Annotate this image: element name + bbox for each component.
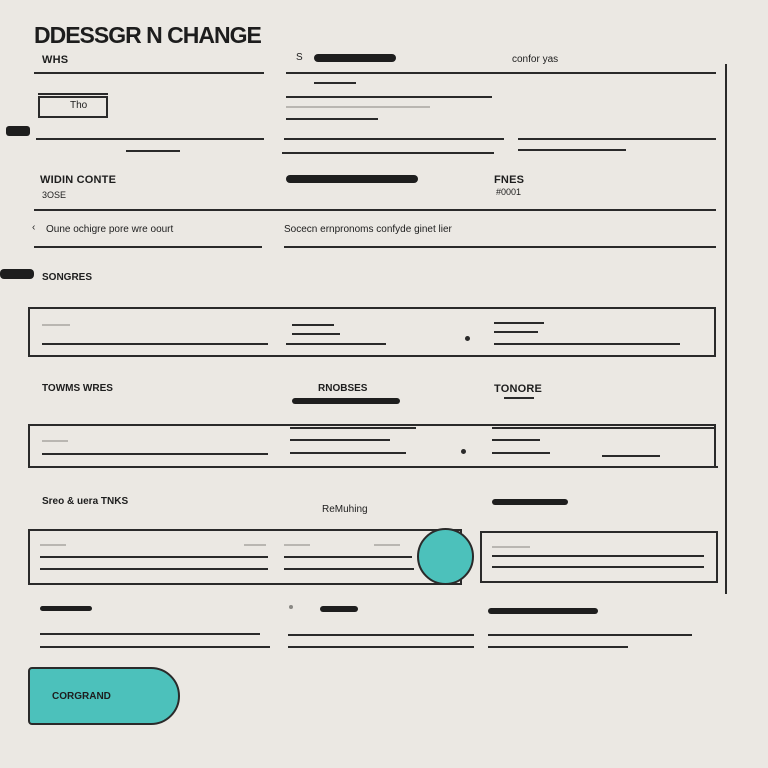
s5-line-6 bbox=[492, 566, 704, 568]
desc-right-text: Socecn ernpronoms confyde ginet lier bbox=[284, 224, 452, 235]
s3-line-4 bbox=[286, 343, 386, 345]
section2-left-sub: 3OSE bbox=[42, 190, 67, 200]
section4-right-underline bbox=[504, 397, 534, 399]
right-line-1 bbox=[314, 82, 356, 84]
bottom-mid-line-1 bbox=[288, 634, 474, 636]
s3-line-1 bbox=[42, 343, 268, 345]
section4-bar bbox=[292, 398, 400, 404]
s4-line-3 bbox=[290, 439, 390, 441]
bottom-left-bar bbox=[40, 606, 92, 611]
side-tab-2[interactable] bbox=[0, 269, 34, 279]
section5-label-left: Sreo & uera TNKS bbox=[42, 496, 129, 507]
bottom-mid-line-2 bbox=[288, 646, 474, 648]
s4-under-1 bbox=[30, 466, 268, 468]
section2-right-sub: #0001 bbox=[496, 187, 522, 197]
section2-right-title: FNES bbox=[494, 174, 525, 186]
s4-line-6 bbox=[492, 439, 540, 441]
section3-row-box[interactable] bbox=[28, 307, 716, 357]
s3-under-3 bbox=[486, 355, 716, 357]
right-line-8 bbox=[518, 149, 626, 151]
right-vertical-rule bbox=[725, 64, 727, 594]
section3-title: SONGRES bbox=[42, 272, 93, 283]
bottom-mid-dot bbox=[289, 605, 293, 609]
right-line-4 bbox=[286, 118, 378, 120]
bottom-right-line-1 bbox=[488, 634, 692, 636]
section4-label-mid: RNOBSES bbox=[318, 383, 368, 394]
right-line-2 bbox=[286, 96, 492, 98]
side-tab-1[interactable] bbox=[6, 126, 30, 136]
s4-dot bbox=[461, 449, 466, 454]
s5-grey-3 bbox=[284, 544, 310, 546]
section4-label-left: TOWMS WRES bbox=[42, 383, 113, 394]
section4-row-box[interactable] bbox=[28, 424, 716, 468]
right-line-6 bbox=[518, 138, 716, 140]
topbar-right-label: confor yas bbox=[512, 54, 559, 65]
topbar-progress-bar bbox=[314, 54, 396, 62]
s3-line-6 bbox=[494, 331, 538, 333]
section2-divider bbox=[34, 209, 716, 211]
bottom-left-line-1 bbox=[40, 633, 260, 635]
s5-grey-4 bbox=[374, 544, 400, 546]
left-rule-2 bbox=[126, 150, 180, 152]
s5-line-1 bbox=[40, 556, 268, 558]
s3-line-3 bbox=[292, 333, 340, 335]
left-rule-1 bbox=[36, 138, 264, 140]
s3-line-7 bbox=[494, 343, 680, 345]
section5-label-mid: ReMuhing bbox=[322, 504, 368, 515]
field-line bbox=[38, 93, 108, 95]
topbar-left-label: WHS bbox=[42, 54, 69, 66]
s5-line-3 bbox=[40, 568, 268, 570]
section2-left-title: WIDIN CONTE bbox=[40, 174, 117, 186]
s3-grey-1 bbox=[42, 324, 70, 326]
bottom-left-line-2 bbox=[40, 646, 270, 648]
s5-line-2 bbox=[284, 556, 412, 558]
right-line-7 bbox=[282, 152, 494, 154]
s4-grey-1 bbox=[42, 440, 68, 442]
s5-grey-5 bbox=[492, 546, 530, 548]
primary-action-label: CORGRAND bbox=[52, 690, 111, 702]
s4-line-2 bbox=[290, 427, 416, 429]
s4-line-4 bbox=[290, 452, 406, 454]
right-line-3 bbox=[286, 106, 430, 108]
value-field-text: Tho bbox=[70, 100, 88, 111]
section2-bar bbox=[286, 175, 418, 183]
section5-bar bbox=[492, 499, 568, 505]
bottom-right-line-2 bbox=[488, 646, 628, 648]
s4-line-1 bbox=[42, 453, 268, 455]
s5-line-4 bbox=[284, 568, 414, 570]
s3-under-2 bbox=[282, 355, 472, 357]
s3-line-2 bbox=[292, 324, 334, 326]
divider-top-right bbox=[286, 72, 716, 74]
s3-line-5 bbox=[494, 322, 544, 324]
desc-underline-right bbox=[284, 246, 716, 248]
s4-line-5 bbox=[492, 427, 716, 429]
bottom-right-bar bbox=[488, 608, 598, 614]
section5-right-box[interactable] bbox=[480, 531, 718, 583]
desc-marker-icon: ‹ bbox=[32, 222, 36, 233]
s5-grey-1 bbox=[40, 544, 66, 546]
s4-under-2 bbox=[282, 466, 472, 468]
s3-under-1 bbox=[30, 355, 268, 357]
right-line-5 bbox=[284, 138, 504, 140]
s5-under-1 bbox=[30, 583, 458, 585]
s4-line-8 bbox=[602, 455, 660, 457]
status-circle-toggle[interactable] bbox=[417, 528, 474, 585]
s3-dot bbox=[465, 336, 470, 341]
desc-left-text: Oune ochigre pore wre oourt bbox=[46, 224, 174, 235]
bottom-mid-bar bbox=[320, 606, 358, 612]
divider-top-left bbox=[34, 72, 264, 74]
s4-line-7 bbox=[492, 452, 550, 454]
page-title: DDESSGR N CHANGE bbox=[34, 22, 261, 48]
s5-line-5 bbox=[492, 555, 704, 557]
desc-underline-left bbox=[34, 246, 262, 248]
topbar-tag-icon: S bbox=[296, 52, 303, 63]
s4-under-3 bbox=[486, 466, 718, 468]
s5-grey-2 bbox=[244, 544, 266, 546]
primary-action-button[interactable] bbox=[28, 667, 180, 725]
section4-label-right: TONORE bbox=[494, 383, 543, 395]
